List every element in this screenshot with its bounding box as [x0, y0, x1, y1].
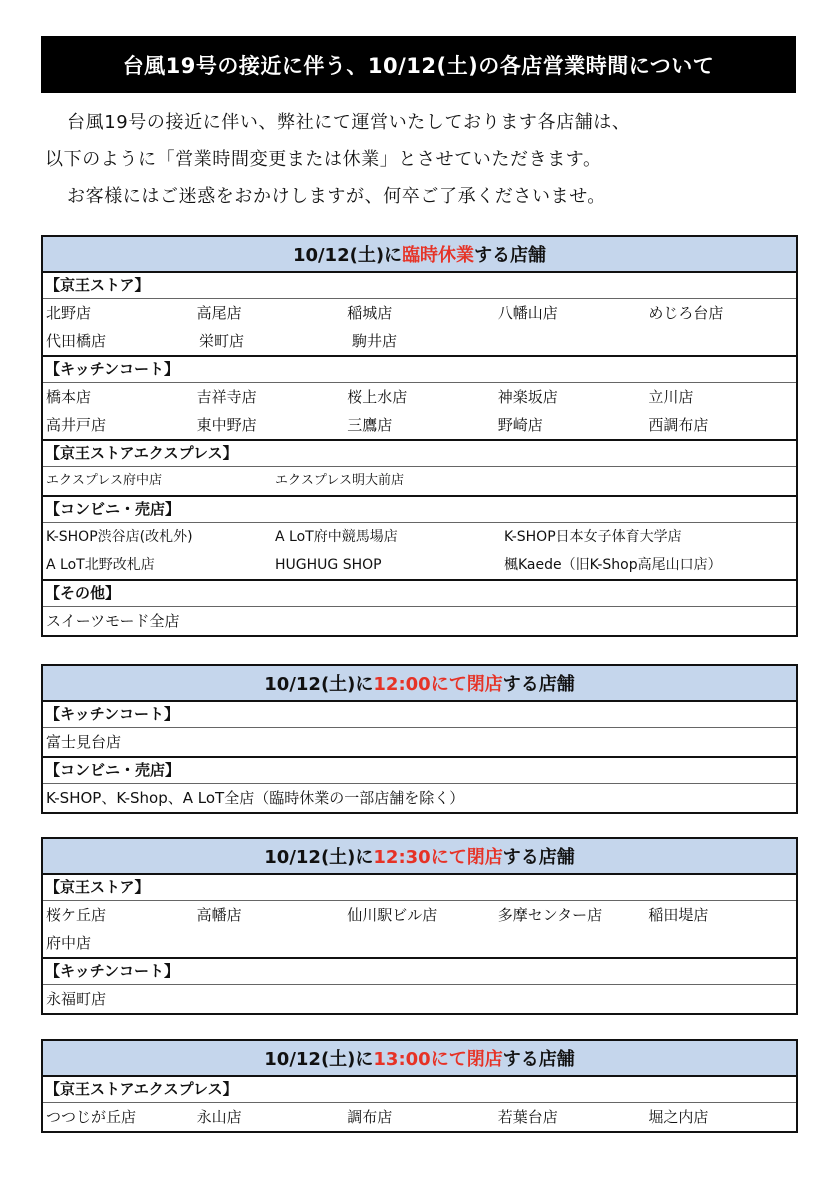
store-name: 若葉台店 — [497, 1108, 558, 1126]
store-row — [43, 929, 796, 957]
store-row — [43, 383, 796, 411]
group-keio-store-express — [43, 439, 796, 495]
heading-date: 10/12(土)に — [292, 245, 403, 266]
group-other — [43, 579, 796, 635]
store-name: 橋本店 — [46, 388, 92, 406]
group-title: 【コンビニ・売店】 — [43, 497, 796, 523]
group-keio-store — [43, 273, 796, 355]
store-name: 東中野店 — [196, 416, 257, 434]
store-row — [43, 327, 796, 355]
group-title: 【京王ストア】 — [43, 273, 796, 299]
store-row — [43, 523, 796, 551]
heading-status: 13:00にて閉店 — [373, 1049, 503, 1070]
store-name: エクスプレス府中店 — [46, 473, 162, 488]
group-title: 【コンビニ・売店】 — [43, 758, 796, 784]
section-heading — [43, 1041, 796, 1077]
store-name: 府中店 — [46, 934, 92, 952]
store-name: 神楽坂店 — [497, 388, 558, 406]
store-name: 栄町店 — [199, 332, 245, 350]
section-heading — [43, 666, 796, 702]
store-name: スイーツモード全店 — [46, 612, 180, 630]
group-title: 【京王ストアエクスプレス】 — [43, 441, 796, 467]
store-name: 堀之内店 — [648, 1108, 709, 1126]
heading-suffix: する店舗 — [502, 674, 575, 695]
store-name: めじろ台店 — [648, 304, 724, 322]
store-row — [43, 467, 796, 495]
heading-status: 12:00にて閉店 — [373, 674, 503, 695]
heading-date: 10/12(土)に — [264, 674, 374, 695]
heading-status: 臨時休業 — [402, 245, 475, 266]
store-row — [43, 551, 796, 579]
section-heading — [43, 237, 796, 273]
store-name: エクスプレス明大前店 — [275, 473, 404, 488]
group-title: 【その他】 — [43, 581, 796, 607]
group-kitchen-court — [43, 957, 796, 1013]
store-name: 稲田堤店 — [648, 906, 709, 924]
store-row — [43, 299, 796, 327]
store-name: 永福町店 — [46, 990, 107, 1008]
store-name: 西調布店 — [648, 416, 709, 434]
store-name: K-SHOP渋谷店(改札外) — [46, 529, 193, 545]
store-row — [43, 985, 796, 1013]
store-name: 八幡山店 — [497, 304, 558, 322]
group-title: 【京王ストア】 — [43, 875, 796, 901]
group-keio-store — [43, 875, 796, 957]
store-name: 野崎店 — [497, 416, 543, 434]
group-convenience — [43, 495, 796, 579]
store-name: 北野店 — [46, 304, 92, 322]
store-row — [43, 901, 796, 929]
group-title: 【キッチンコート】 — [43, 702, 796, 728]
store-row — [43, 728, 796, 756]
store-name: 多摩センター店 — [497, 906, 603, 924]
intro-line: お客様にはご迷惑をおかけしますが、何卒ご了承くださいませ。 — [67, 186, 606, 207]
intro-line: 台風19号の接近に伴い、弊社にて運営いたしております各店舗は、 — [67, 112, 631, 133]
store-name: 楓Kaede（旧K-Shop高尾山口店） — [504, 557, 722, 573]
store-name: 高幡店 — [196, 906, 242, 924]
group-title: 【キッチンコート】 — [43, 959, 796, 985]
store-name: 調布店 — [347, 1108, 393, 1126]
section-close-1200 — [41, 664, 798, 814]
heading-date: 10/12(土)に — [264, 1049, 374, 1070]
store-name: 桜上水店 — [347, 388, 408, 406]
group-title: 【京王ストアエクスプレス】 — [43, 1077, 796, 1103]
store-name: 三鷹店 — [347, 416, 393, 434]
intro-text — [41, 104, 796, 215]
store-row — [43, 607, 796, 635]
store-name: HUGHUG SHOP — [275, 557, 382, 573]
store-name: 高尾店 — [196, 304, 242, 322]
heading-date: 10/12(土)に — [264, 847, 374, 868]
store-name: A LoT北野改札店 — [46, 557, 155, 573]
group-kitchen-court — [43, 702, 796, 756]
section-close-1300 — [41, 1039, 798, 1133]
store-name: 駒井店 — [352, 332, 398, 350]
store-row — [43, 1103, 796, 1131]
store-name: つつじが丘店 — [46, 1108, 137, 1126]
store-name: A LoT府中競馬場店 — [275, 529, 398, 545]
group-keio-store-express — [43, 1077, 796, 1131]
group-title: 【キッチンコート】 — [43, 357, 796, 383]
store-name: 高井戸店 — [46, 416, 107, 434]
section-close-1230 — [41, 837, 798, 1015]
store-name: 立川店 — [648, 388, 694, 406]
page-title: 台風19号の接近に伴う、10/12(土)の各店営業時間について — [41, 36, 796, 93]
store-name: 永山店 — [196, 1108, 242, 1126]
section-temporary-closure — [41, 235, 798, 637]
group-kitchen-court — [43, 355, 796, 439]
store-name: 富士見台店 — [46, 733, 122, 751]
store-row — [43, 784, 796, 812]
store-name: 代田橋店 — [46, 332, 107, 350]
store-name: 桜ケ丘店 — [46, 906, 107, 924]
store-name: 稲城店 — [347, 304, 393, 322]
intro-line: 以下のように「営業時間変更または休業」とさせていただきます。 — [45, 149, 602, 170]
store-name: 吉祥寺店 — [196, 388, 257, 406]
store-name: K-SHOP日本女子体育大学店 — [504, 529, 682, 545]
heading-suffix: する店舗 — [474, 245, 547, 266]
store-name: 仙川駅ビル店 — [347, 906, 438, 924]
section-heading — [43, 839, 796, 875]
group-convenience — [43, 756, 796, 812]
heading-suffix: する店舗 — [502, 847, 575, 868]
heading-status: 12:30にて閉店 — [373, 847, 503, 868]
store-name: K-SHOP、K-Shop、A LoT全店（臨時休業の一部店舗を除く） — [46, 789, 465, 807]
store-row — [43, 411, 796, 439]
heading-suffix: する店舗 — [502, 1049, 575, 1070]
